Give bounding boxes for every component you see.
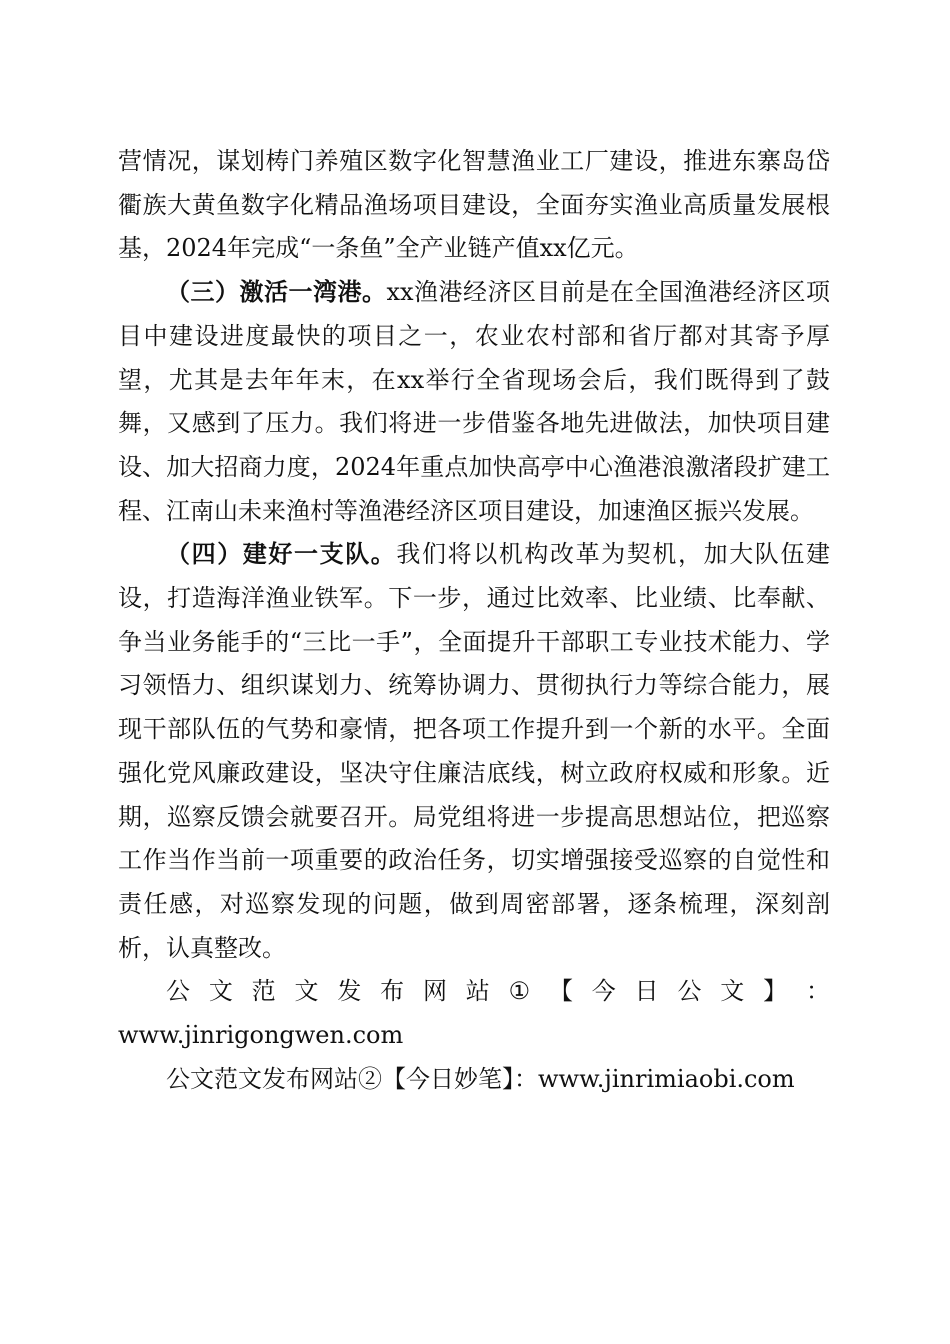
footer-url-jinrimiaobi[interactable]: www.jinrimiaobi.com xyxy=(538,1064,795,1093)
footer-label-char: 范 xyxy=(251,977,276,1006)
paragraph-section-three xyxy=(118,271,830,533)
footer-line-1-label xyxy=(118,970,830,1014)
footer-label-char: 公 xyxy=(166,977,190,1006)
footer-label-char: 站 xyxy=(465,977,490,1006)
footer-label-char: 公 xyxy=(677,977,702,1006)
footer-line-2 xyxy=(118,1058,830,1102)
section-heading: （四）建好一支队。 xyxy=(166,540,397,569)
paragraph-text: 营情况，谋划梼门养殖区数字化智慧渔业工厂建设，推进东寨岛岱衢族大黄鱼数字化精品渔场项目建设，全面夯实渔业高质量发展根基，2024年完成“一条鱼”全产业链产值xx亿元。 xyxy=(118,147,830,263)
footer-links xyxy=(118,970,830,1101)
footer-line-2-label: 公文范文发布网站②【今日妙笔】： xyxy=(166,1064,538,1093)
footer-label-char: 【 xyxy=(548,977,573,1006)
footer-label-char: 今 xyxy=(591,977,616,1006)
footer-label-char: ： xyxy=(805,977,830,1006)
footer-label-char: ① xyxy=(508,977,531,1006)
footer-label-char: 】 xyxy=(763,977,788,1006)
footer-label-char: 文 xyxy=(294,977,319,1006)
footer-label-char: 发 xyxy=(337,977,362,1006)
footer-line-1-url[interactable] xyxy=(118,1014,830,1058)
footer-label-char: 文 xyxy=(208,977,233,1006)
document-page xyxy=(118,140,830,1101)
footer-label-char: 日 xyxy=(634,977,659,1006)
footer-url-jinrigongwen[interactable]: www.jinrigongwen.com xyxy=(118,1021,404,1050)
footer-label-char: 布 xyxy=(380,977,405,1006)
paragraph-continued xyxy=(118,140,830,271)
paragraph-text: 我们将以机构改革为契机，加大队伍建设，打造海洋渔业铁军。下一步，通过比效率、比业绩、比奉献、争当业务能手的“三比一手”，全面提升干部职工专业技术能力、学习领悟力、组织谋划力、统筹协调力、贯彻执行力等综合能力，展现干部队伍的气势和豪情，把各项工作提升到一个新的水平。全面强化党风廉政建设，坚决守住廉洁底线，树立政府权威和形象。近期，巡察反馈会就要召开。局党组将进一步提高思想站位，把巡察工作当作当前一项重要的政治任务，切实增强接受巡察的自觉性和责任感，对巡察发现的问题，做到周密部署，逐条梳理，深刻剖析，认真整改。 xyxy=(118,540,831,962)
section-heading: （三）激活一湾港。 xyxy=(166,278,387,307)
paragraph-text: xx渔港经济区目前是在全国渔港经济区项目中建设进度最快的项目之一，农业农村部和省厅都对其寄予厚望，尤其是去年年末，在xx举行全省现场会后，我们既得到了鼓舞，又感到了压力。我们将进一步借鉴各地先进做法，加快项目建设、加大招商力度，2024年重点加快高亭中心渔港浪激渚段扩建工程、江南山未来渔村等渔港经济区项目建设，加速渔区振兴发展。 xyxy=(118,278,831,525)
footer-label-char: 网 xyxy=(422,977,447,1006)
footer-label-char: 文 xyxy=(720,977,745,1006)
paragraph-section-four xyxy=(118,533,830,970)
